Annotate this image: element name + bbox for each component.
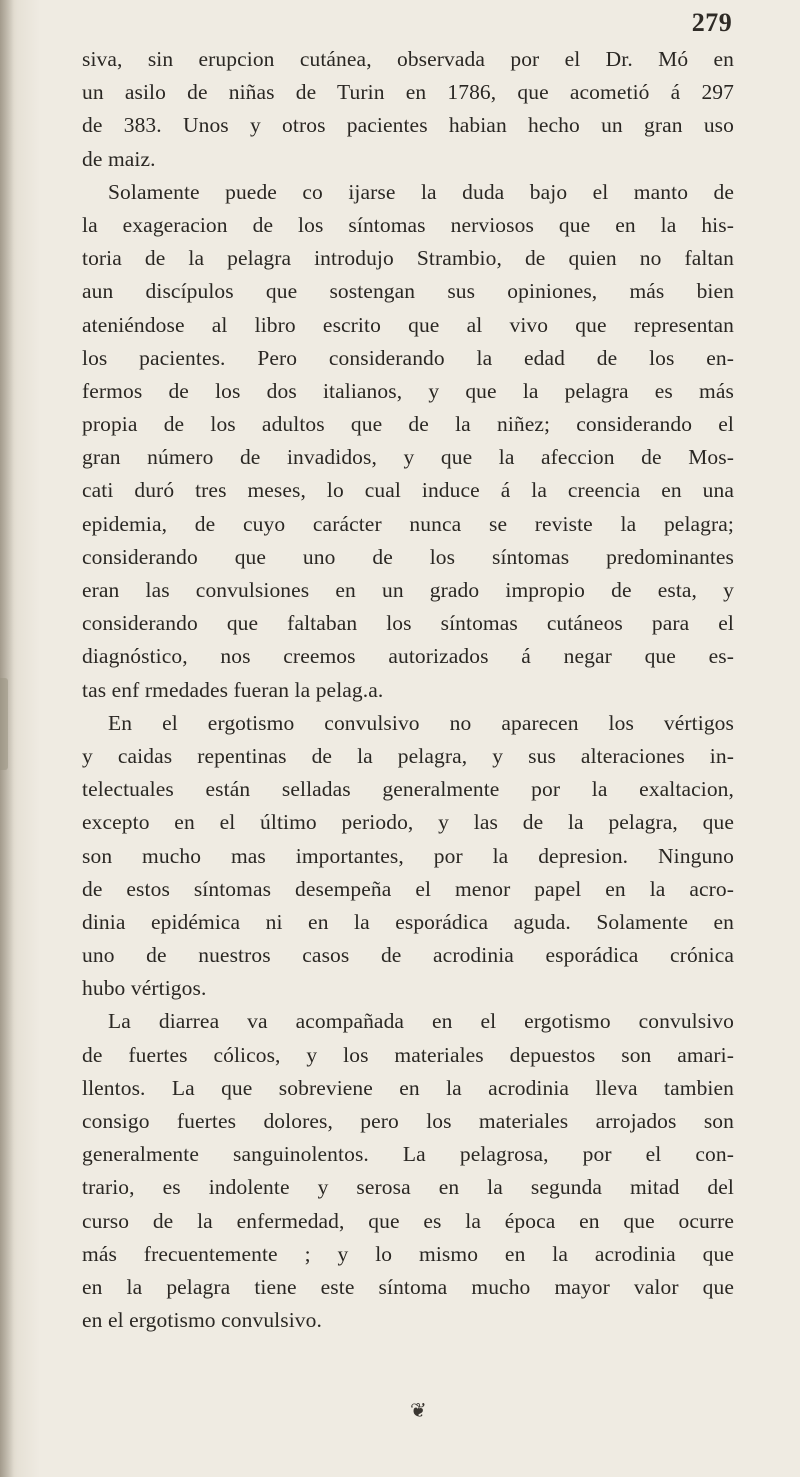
text-line: gran número de invadidos, y que la afeccion de Mos- bbox=[82, 445, 734, 470]
text-line: consigo fuertes dolores, pero los materiales arrojados son bbox=[82, 1109, 734, 1133]
text-line: uno de nuestros casos de acrodinia esporádica crónica bbox=[82, 943, 734, 968]
text-line: hubo vértigos. bbox=[82, 976, 207, 1001]
text-line: toria de la pelagra introdujo Strambio, de quien no faltan bbox=[82, 246, 734, 271]
text-line: de maiz. bbox=[82, 146, 156, 171]
text-line: más frecuentemente ; y lo mismo en la acrodinia que bbox=[82, 1241, 734, 1266]
text-line: La diarrea va acompañada en el ergotismo convulsivo bbox=[108, 1009, 734, 1034]
text-line: de fuertes cólicos, y los materiales depuestos son amari- bbox=[82, 1042, 734, 1067]
text-line: los pacientes. Pero considerando la edad de los en- bbox=[82, 345, 734, 370]
text-line: tas enf rmedades fueran la pelag.a. bbox=[82, 677, 384, 702]
text-line: son mucho mas importantes, por la depresion. Ninguno bbox=[82, 843, 734, 868]
text-line: fermos de los dos italianos, y que la pelagra es más bbox=[82, 378, 734, 403]
text-line: epidemia, de cuyo carácter nunca se reviste la pelagra; bbox=[82, 511, 734, 536]
text-line: en el ergotismo convulsivo. bbox=[82, 1308, 322, 1333]
text-line: de 383. Unos y otros pacientes habian hecho un gran uso bbox=[82, 113, 734, 138]
text-line: ateniéndose al libro escrito que al vivo que representan bbox=[82, 312, 734, 337]
printer-mark: ❦ bbox=[410, 1400, 427, 1422]
text-line: siva, sin erupcion cutánea, observada por el Dr. Mó en bbox=[82, 47, 734, 71]
text-line: En el ergotismo convulsivo no aparecen los vértigos bbox=[108, 710, 734, 735]
text-line: eran las convulsiones en un grado impropio de esta, y bbox=[82, 578, 734, 602]
text-line: y caidas repentinas de la pelagra, y sus alteraciones in- bbox=[82, 743, 734, 768]
text-line: la exageracion de los síntomas nerviosos que en la his- bbox=[82, 212, 734, 237]
text-line: trario, es indolente y serosa en la segunda mitad del bbox=[82, 1175, 734, 1200]
body-text bbox=[82, 43, 734, 1337]
text-line: generalmente sanguinolentos. La pelagrosa, por el con- bbox=[82, 1142, 734, 1167]
page-number: 279 bbox=[691, 8, 733, 37]
text-line: considerando que uno de los síntomas predominantes bbox=[82, 544, 734, 569]
text-line: llentos. La que sobreviene en la acrodinia lleva tambien bbox=[82, 1075, 734, 1100]
text-line: considerando que faltaban los síntomas cutáneos para el bbox=[82, 611, 734, 636]
text-line: curso de la enfermedad, que es la época en que ocurre bbox=[82, 1208, 734, 1233]
text-line: Solamente puede co ijarse la duda bajo el manto de bbox=[108, 179, 734, 204]
text-line: telectuales están selladas generalmente por la exaltacion, bbox=[82, 777, 734, 802]
text-line: excepto en el último periodo, y las de la pelagra, que bbox=[82, 810, 734, 835]
text-line: cati duró tres meses, lo cual induce á la creencia en una bbox=[82, 478, 734, 503]
text-line: en la pelagra tiene este síntoma mucho mayor valor que bbox=[82, 1274, 734, 1299]
text-line: propia de los adultos que de la niñez; considerando el bbox=[82, 412, 734, 437]
text-line: diagnóstico, nos creemos autorizados á negar que es- bbox=[82, 644, 734, 669]
page-edge-mark bbox=[0, 678, 8, 770]
text-line: aun discípulos que sostengan sus opiniones, más bien bbox=[82, 279, 734, 304]
text-line: dinia epidémica ni en la esporádica aguda. Solamente en bbox=[82, 909, 734, 934]
text-line: un asilo de niñas de Turin en 1786, que acometió á 297 bbox=[82, 80, 734, 105]
text-line: de estos síntomas desempeña el menor papel en la acro- bbox=[82, 876, 734, 901]
